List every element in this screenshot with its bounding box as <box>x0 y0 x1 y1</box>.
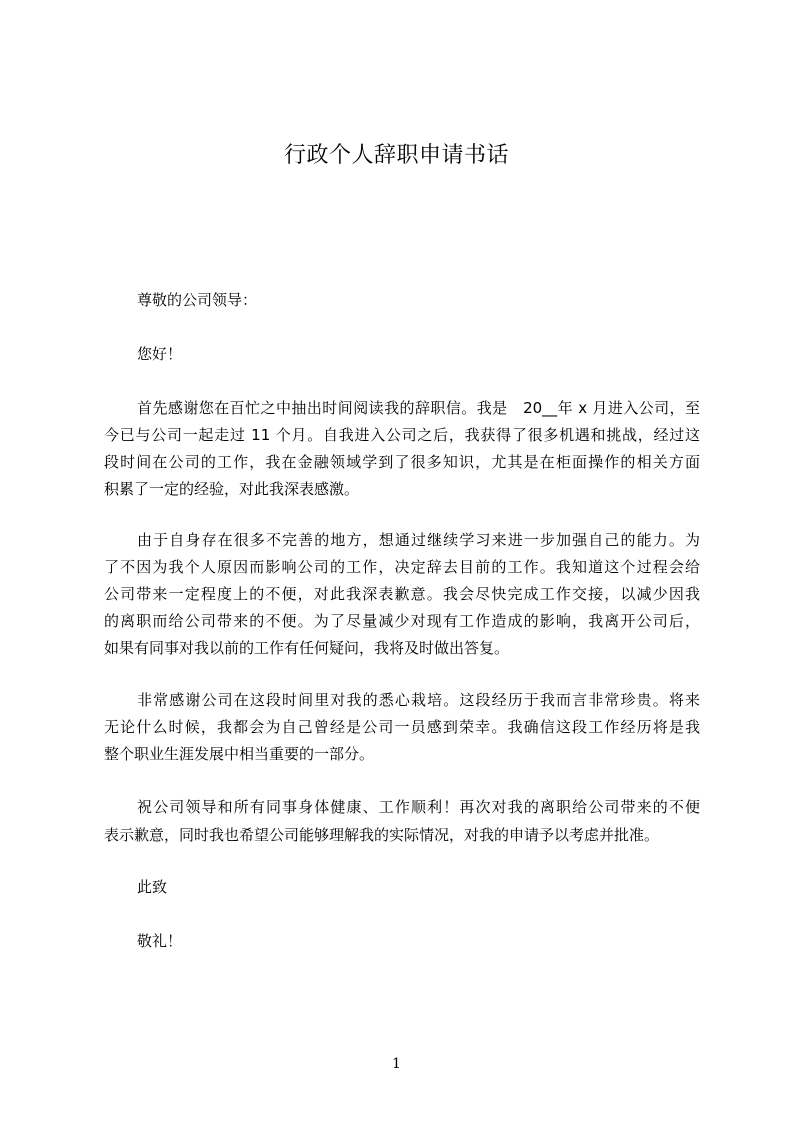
paragraph-2-line-2: 了不因为我个人原因而影响公司的工作，决定辞去目前的工作。我知道这个过程会给 <box>104 558 700 576</box>
paragraph-1-line-3: 段时间在公司的工作，我在金融领域学到了很多知识，尤其是在柜面操作的相关方面 <box>104 453 700 471</box>
salutation: 尊敬的公司领导： <box>137 291 258 309</box>
page-number: 1 <box>392 1056 401 1072</box>
closing-jing-li: 敬礼！ <box>137 932 183 950</box>
paragraph-2-line-5: 如果有同事对我以前的工作有任何疑问，我将及时做出答复。 <box>104 639 510 657</box>
greeting: 您好！ <box>137 345 183 363</box>
paragraph-1-line-4: 积累了一定的经验，对此我深表感激。 <box>104 480 360 498</box>
paragraph-3-line-3: 整个职业生涯发展中相当重要的一部分。 <box>104 745 375 763</box>
paragraph-2-line-3: 公司带来一定程度上的不便，对此我深表歉意。我会尽快完成工作交接，以减少因我 <box>104 585 700 603</box>
paragraph-3-line-1: 非常感谢公司在这段时间里对我的悉心栽培。这段经历于我而言非常珍贵。将来 <box>137 691 700 709</box>
paragraph-2-line-4: 的离职而给公司带来的不便。为了尽量减少对现有工作造成的影响，我离开公司后， <box>104 612 700 630</box>
document-title: 行政个人辞职申请书话 <box>283 143 509 168</box>
paragraph-1-line-1: 首先感谢您在百忙之中抽出时间阅读我的辞职信。我是 20__年 x 月进入公司，至 <box>137 399 700 417</box>
paragraph-1-line-2: 今已与公司一起走过 11 个月。自我进入公司之后，我获得了很多机遇和挑战，经过这 <box>104 426 700 444</box>
closing-ci-zhi: 此致 <box>137 878 168 896</box>
paragraph-2-line-1: 由于自身存在很多不完善的地方，想通过继续学习来进一步加强自己的能力。为 <box>137 531 700 549</box>
paragraph-4-line-1: 祝公司领导和所有同事身体健康、工作顺利！再次对我的离职给公司带来的不便 <box>137 798 700 816</box>
paragraph-4-line-2: 表示歉意，同时我也希望公司能够理解我的实际情况，对我的申请予以考虑并批准。 <box>104 826 660 844</box>
paragraph-3-line-2: 无论什么时候，我都会为自己曾经是公司一员感到荣幸。我确信这段工作经历将是我 <box>104 718 700 736</box>
